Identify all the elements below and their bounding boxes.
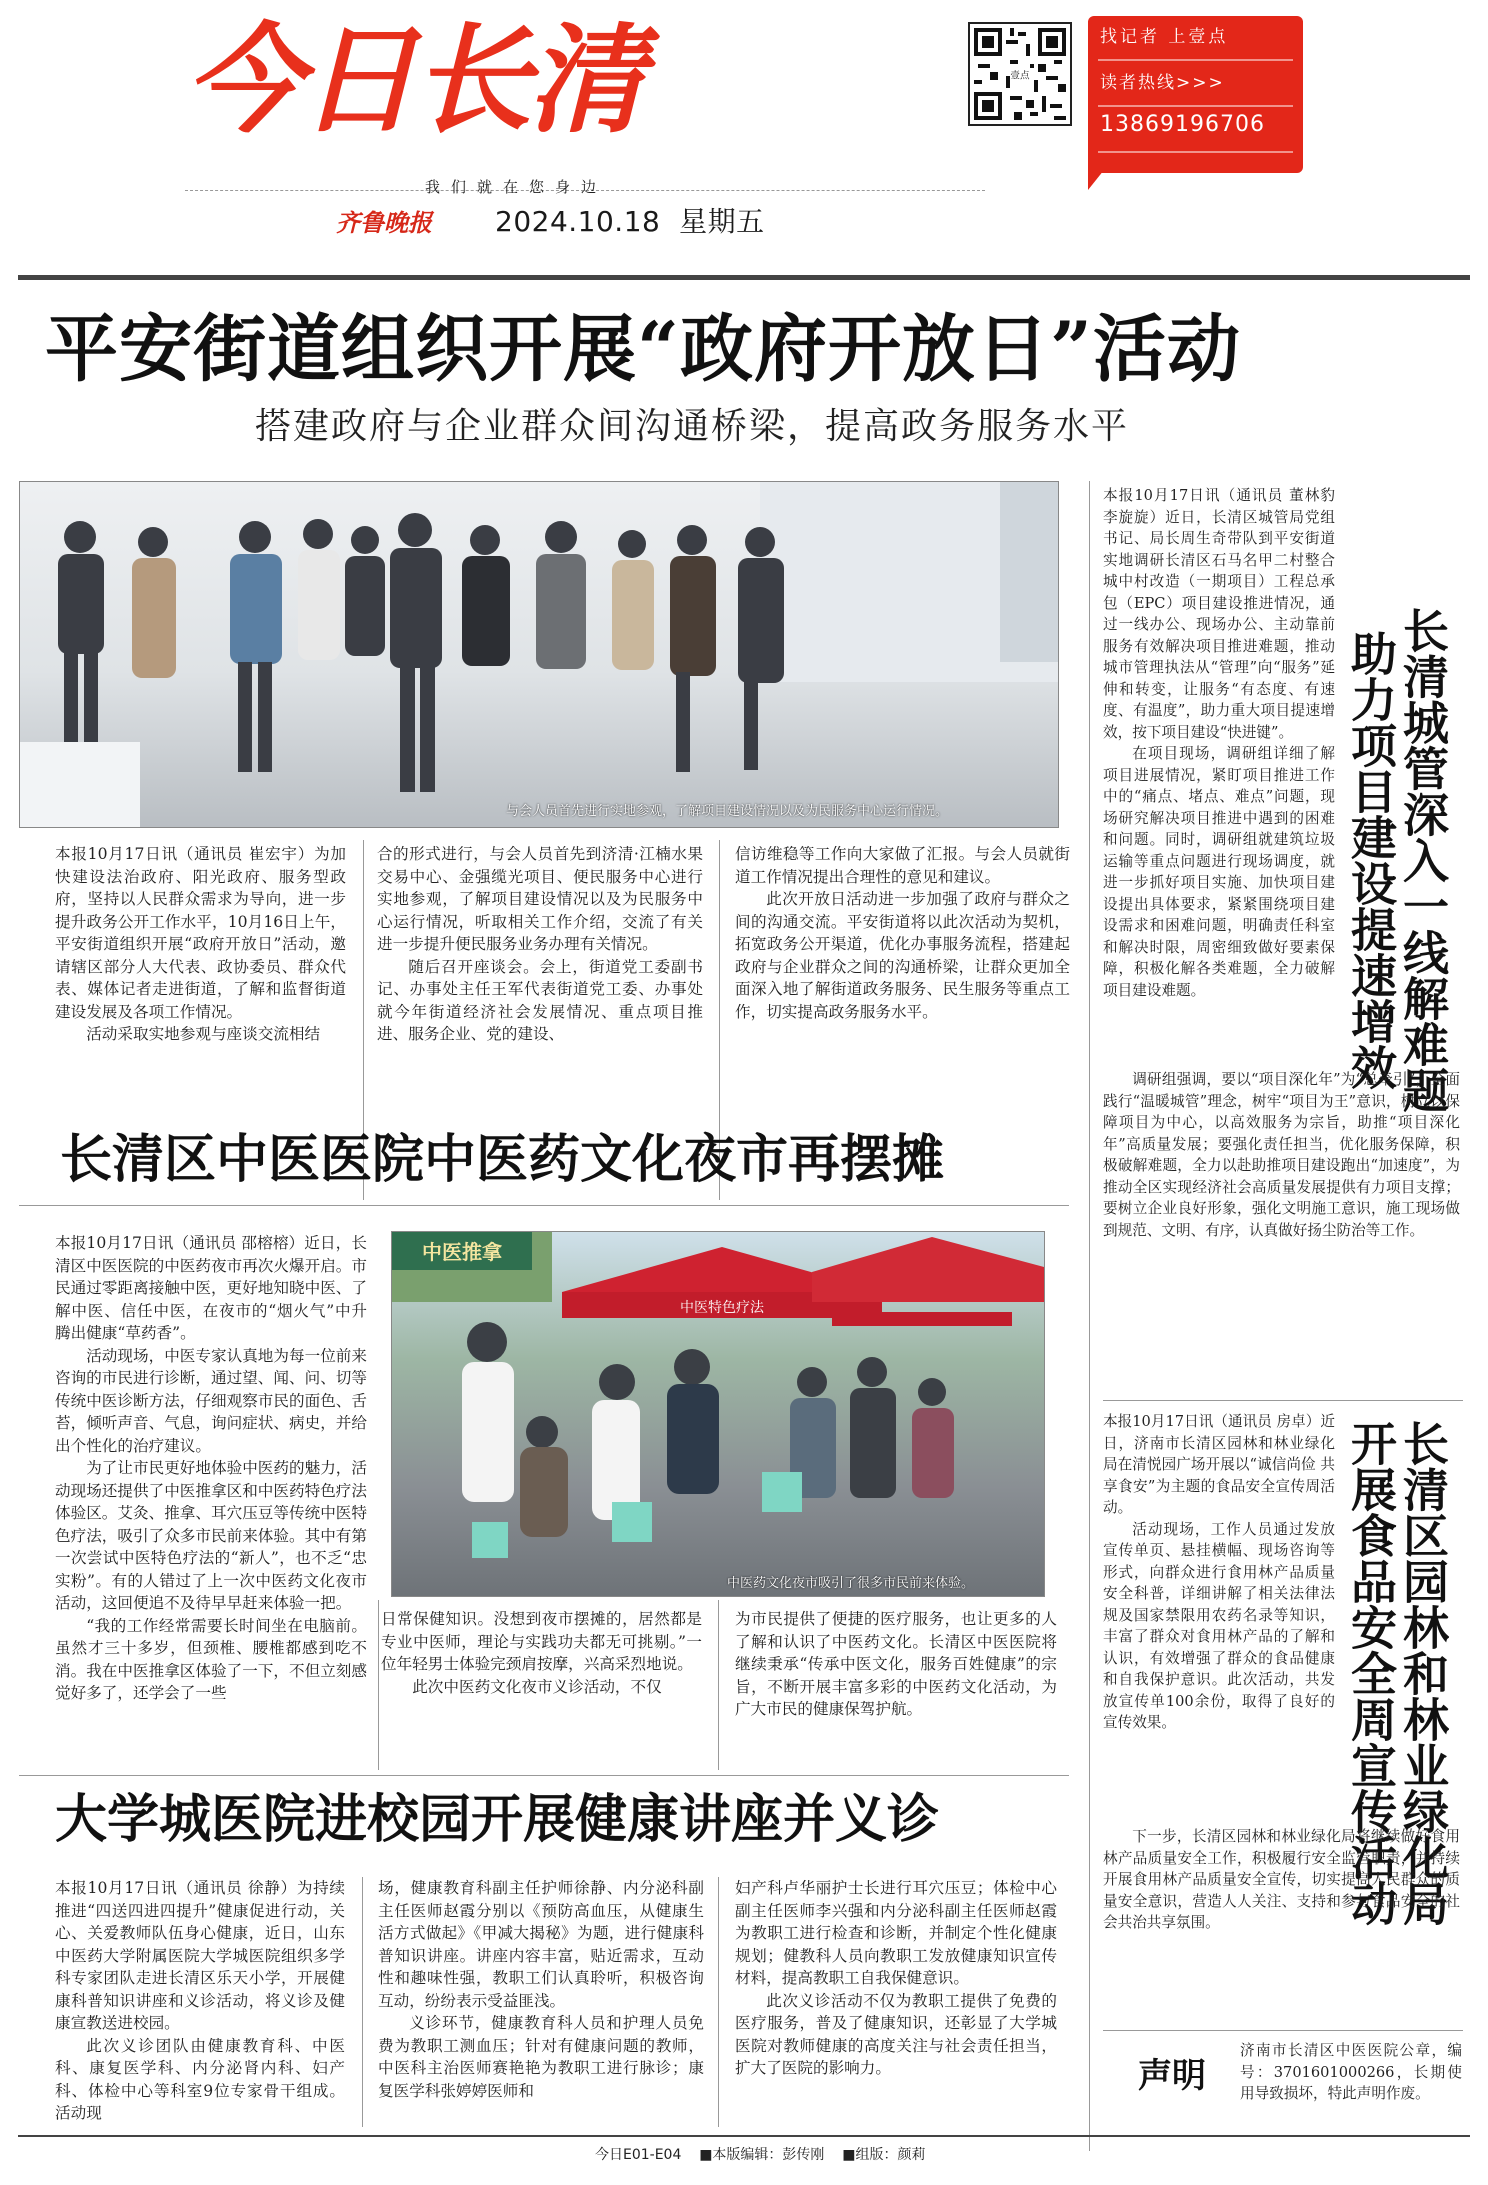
section-divider [1103, 2030, 1463, 2031]
column-divider [378, 1600, 379, 1770]
footer-editor: ■本版编辑：彭传刚 [699, 2147, 825, 2163]
paragraph: 此次义诊活动不仅为教职工提供了免费的医疗服务，普及了健康知识，还彰显了大学城医院对教师健康的高度关注与社会责任担当，扩大了医院的影响力。 [735, 1991, 1057, 2077]
market-scene [392, 1232, 1044, 1596]
urban-article-bottom [1103, 1069, 1460, 1387]
issue-date [495, 200, 765, 240]
tcm-column-3 [735, 1608, 1057, 1768]
paragraph: 此次义诊团队由健康教育科、中医科、康复医学科、内分泌肾内科、妇产科、体检中心等科室9位专家骨干组成。活动现 [55, 2036, 345, 2122]
banner-text: 中医推拿 [422, 1240, 502, 1264]
food-article-bottom [1103, 1826, 1460, 2016]
masthead-title: 今日长清 [185, 11, 642, 149]
paragraph: 义诊环节，健康教育科人员和护理人员免费为教职工测血压；针对有健康问题的教师，中医科主治医师赛艳艳为教职工进行脉诊；康复医学科张婷婷医师和 [378, 2014, 704, 2100]
urban-headline-line-1: 长清城管深入一线解难题 [1396, 607, 1450, 1113]
date-text: 2024.10.18 [495, 205, 661, 238]
paragraph: 本报10月17日讯（通讯员 邵榕榕）近日，长清区中医医院的中医药夜市再次火爆开启。市民通过零距离接触中医，更好地知晓中医、了解中医、信任中医，在夜市的“烟火气”中升腾出健康“草药香”。 [55, 1234, 367, 1342]
tcm-column-2 [381, 1608, 702, 1768]
paragraph: 济南市长清区中医医院公章，编号：37016010002​66，长期使用导致损坏，特此声明作废。 [1240, 2042, 1462, 2102]
tcm-column-1 [55, 1232, 367, 1772]
statement-title: 声明 [1138, 2056, 1206, 2096]
column-divider [1089, 481, 1090, 2151]
brand-logo: 齐鲁晚报 [336, 208, 432, 237]
paragraph: 为市民提供了便捷的医疗服务，也让更多的人了解和认识了中医药文化。长清区中医医院将继续秉承“传承中医文化，服务百姓健康”的宗旨，不断开展丰富多彩的中医药文化活动，为广大市民的健康保驾护航。 [735, 1610, 1057, 1718]
paragraph: 下一步，长清区园林和林业绿化局将继续做好食用林产品质量安全工作，积极履行安全监管职责，并持续开展食用林产品质量安全宣传，切实提高人民群众的质量安全意识，营造人人关注、支持和参与食品安全的社会共治共享氛围。 [1103, 1828, 1460, 1931]
lead-photo-caption: 与会人员首先进行实地参观，了解项目建设情况以及为民服务中心运行情况。 [506, 804, 949, 819]
section-divider [19, 1205, 1069, 1206]
paragraph: 本报10月17日讯（通讯员 徐静）为持续推进“四送四进四提升”健康促进行动，关心、关爱教师队伍身心健康，近日，山东中医药大学附属医院大学城医院组织多学科专家团队走进长清区乐天小学，开展健康科普知识讲座和义诊活动，将义诊及健康宣教送进校园。 [55, 1879, 345, 2032]
masthead-rule [18, 275, 1470, 280]
tcm-photo-caption: 中医药文化夜市吸引了很多市民前来体验。 [727, 1576, 975, 1591]
tcm-photo [391, 1231, 1045, 1597]
weekday-text: 星期五 [679, 205, 765, 238]
tent-label: 中医特色疗法 [680, 1300, 764, 1316]
food-headline-line-2: 开展食品安全周宣传活动 [1344, 1420, 1398, 1926]
univ-column-3 [735, 1877, 1057, 2127]
people-silhouettes [20, 482, 1058, 827]
univ-headline: 大学城医院进校园开展健康讲座并义诊 [55, 1789, 940, 1850]
lead-headline: 平安街道组织开展“政府开放日”活动 [45, 306, 1241, 392]
paragraph: 调研组强调，要以“项目深化年”为“总牵引”，全面践行“温暖城管”理念，树牢“项目为王”意识，树立以保障项目为中心，以高效服务为宗旨，助推“项目深化年”高质量发展；要强化责任担当，优化服务保障，积极破解难题，全力以赴助推项目建设跑出“加速度”，为推动全区实现经济社会高质量发展提供有力项目支撑；要树立企业良好形象，强化文明施工意识，施工现场做到规范、文明、有序，认真做好扬尘防治等工作。 [1103, 1071, 1460, 1239]
paragraph: 合的形式进行，与会人员首先到济清·江楠水果交易中心、金强缆光项目、便民服务中心进行实地参观，了解项目建设情况以及为民服务中心运行情况，听取相关工作介绍，交流了有关进一步提升便民服务业务办理有关情况。 [377, 845, 703, 953]
column-divider [718, 1600, 719, 1770]
paragraph: 活动现场，工作人员通过发放宣传单页、悬挂横幅、现场咨询等形式，向群众进行食用林产品质量安全科普，详细讲解了相关法律法规及国家禁限用农药名录等知识，丰富了群众对食用林产品的了解和认识，有效增强了群众的食品健康和自我保护意识。此次活动，共发放宣传单100余份，取得了良好的宣传效果。 [1103, 1520, 1335, 1731]
section-divider [1103, 1400, 1463, 1401]
qr-code-icon[interactable] [968, 22, 1072, 126]
paragraph: 在项目现场，调研组详细了解项目进展情况，紧盯项目推进工作中的“痛点、堵点、难点”问题，现场研究解决项目推进中遇到的困难和问题。同时，调研组就建筑垃圾运输等重点问题进行现场调度，就进一步抓好项目实施、加快项目建设提出具体要求，紧紧围绕项目建设需求和困难问题，明确责任科室和解决时限，周密细致做好要素保障，积极化解各类难题，全力破解项目建设难题。 [1103, 745, 1335, 999]
section-divider [19, 1775, 1069, 1776]
statement-text [1240, 2040, 1462, 2130]
univ-column-1 [55, 1877, 345, 2127]
paragraph: 本报10月17日讯（通讯员 董林豹 李旋旋）近日，长清区城管局党组书记、局长周生奇带队到平安街道实地调研长清区石马名甲二村整合城中村改造（一期项目）工程总承包（EPC）项目建设推进情况，通过一线办公、现场办公、主动靠前服务有效解决项目推进难题，推动城市管理执法从“管理”向“服务”延伸和转变，让服务“有态度、有速度、有温度”，助力重大项目提速增效，按下项目建设“快进键”。 [1103, 487, 1335, 741]
paragraph: “我的工作经常需要长时间坐在电脑前。虽然才三十多岁，但颈椎、腰椎都感到吃不消。我在中医推拿区体验了一下，不但立刻感觉好多了，还学会了一些 [55, 1616, 367, 1702]
paragraph: 随后召开座谈会。会上，街道党工委副书记、办事处主任王军代表街道党工委、办事处就今年街道经济社会发展情况、重点项目推进、服务企业、党的建设、 [377, 957, 703, 1043]
footer-rule [18, 2135, 1470, 2137]
footer-proof: ■组版：颜莉 [842, 2147, 926, 2163]
paragraph: 此次中医药文化夜市义诊活动，不仅 [412, 1677, 662, 1696]
footer-pages: 今日E01-E04 [595, 2147, 682, 2163]
paragraph: 活动采取实地参观与座谈交流相结 [86, 1025, 321, 1043]
hotline-label: 读者热线>>> [1100, 73, 1225, 93]
paragraph: 为了让市民更好地体验中医药的魅力，活动现场还提供了中医推拿区和中医药特色疗法体验区。艾灸、推拿、耳穴压豆等传统中医特色疗法，吸引了众多市民前来体验。其中有第一次尝试中医特色疗法的“新人”，也不乏“忠实粉”。有的人错过了上一次中医药文化夜市活动，这回便追不及待早早赶来体验一把。 [55, 1459, 367, 1612]
page-footer [595, 2144, 925, 2164]
paragraph: 本报10月17日讯（通讯员 房卓）近日，济南市长清区园林和林业绿化局在清悦园广场开展以“诚信尚俭 共享食安”为主题的食品安全宣传周活动。 [1103, 1413, 1335, 1516]
lead-subheadline: 搭建政府与企业群众间沟通桥梁，提高政务服务水平 [255, 406, 1130, 447]
qr-center-label: 壹点 [1010, 70, 1030, 82]
paragraph: 妇产科卢华丽护士长进行耳穴压豆；体检中心副主任医师李兴强和内分泌科副主任医师赵霞为教职工进行检查和诊断，并制定个性化健康规划；健教科人员向教职工发放健康知识宣传材料，提高教职工自我保健意识。 [735, 1879, 1057, 1987]
hotline-number[interactable]: 13869196706 [1100, 112, 1265, 137]
tcm-headline: 长清区中医医院中医药文化夜市再摆摊 [60, 1129, 945, 1190]
univ-column-2 [378, 1877, 704, 2127]
qr-code-graphic [970, 24, 1070, 124]
lead-photo [19, 481, 1059, 828]
food-article-top [1103, 1411, 1335, 1825]
paragraph: 活动现场，中医专家认真地为每一位前来咨询的市民进行诊断，通过望、闻、问、切等传统中医诊断方法，仔细观察市民的面色、舌苔，倾听声音、气息，询问症状、病史，并给出个性化的治疗建议。 [55, 1346, 367, 1455]
paragraph: 日常保健知识。没想到夜市摆摊的，居然都是专业中医师，理论与实践功夫都无可挑剔。”一位年轻男士体验完颈肩按摩，兴高采烈地说。 [381, 1610, 702, 1673]
paragraph: 此次开放日活动进一步加强了政府与群众之间的沟通交流。平安街道将以此次活动为契机，拓宽政务公开渠道，优化办事服务流程，搭建起政府与企业群众之间的沟通桥梁，让群众更加全面深入地了解街道政务服务、民生服务等重点工作，切实提高政务服务水平。 [735, 890, 1070, 1021]
column-divider [718, 1877, 719, 2127]
paragraph: 本报10月17日讯（通讯员 崔宏宇）为加快建设法治政府、阳光政府、服务型政府，坚持以人民群众需求为导向，进一步提升政务公开工作水平，10月16日上午，平安街道组织开展“政府开放日”活动，邀请辖区部分人大代表、政协委员、群众代表、媒体记者走进街道，了解和监督街道建设发展及各项工作情况。 [55, 845, 346, 1021]
reporter-slogan: 找记者 上壹点 [1100, 27, 1229, 47]
paragraph: 信访维稳等工作向大家做了汇报。与会人员就街道工作情况提出合理性的意见和建议。 [735, 845, 1070, 886]
masthead-slogan: 我们就在您身边 [425, 178, 608, 196]
urban-headline-line-2: 助力项目建设提速增效 [1344, 630, 1398, 1090]
urban-article-top [1103, 485, 1335, 1067]
paragraph: 场，健康教育科副主任护师徐静、内分泌科副主任医师赵霞分别以《预防高血压，从健康生活方式做起》《甲减大揭秘》为题，进行健康科普知识讲座。讲座内容丰富，贴近需求，互动性和趣味性强，教职工们认真聆听，积极咨询互动，纷纷表示受益匪浅。 [378, 1879, 704, 2010]
food-headline-line-1: 长清区园林和林业绿化局 [1396, 1420, 1450, 1926]
column-divider [362, 1877, 363, 2127]
